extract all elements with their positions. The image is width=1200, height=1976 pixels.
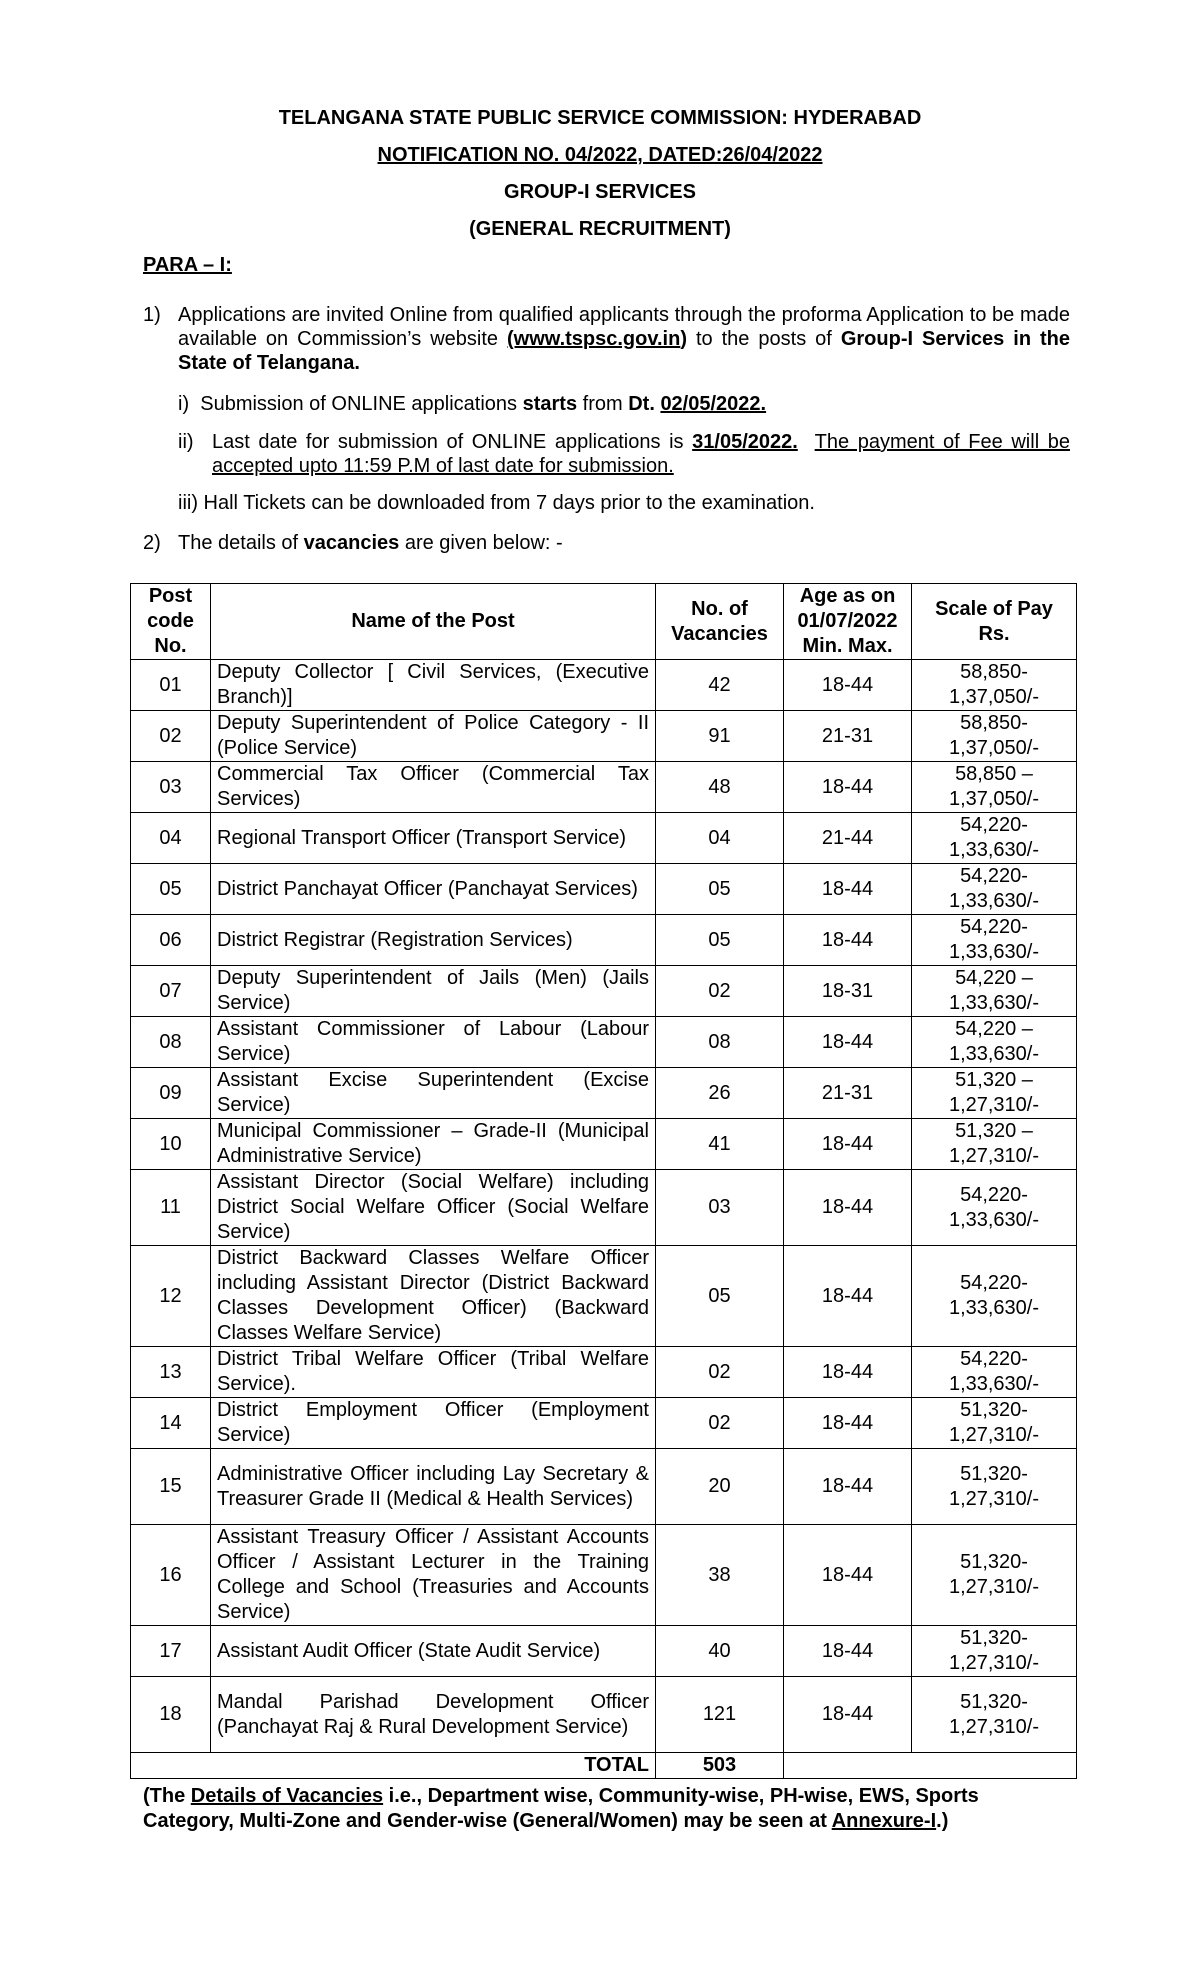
post-code-cell: 08 — [131, 1017, 211, 1068]
vacancies-cell: 121 — [656, 1677, 784, 1753]
start-date: 02/05/2022. — [660, 393, 767, 415]
pay-scale-cell: 54,220- 1,33,630/- — [912, 915, 1077, 966]
vacancies-cell: 04 — [656, 813, 784, 864]
pay-scale-cell: 54,220- 1,33,630/- — [912, 864, 1077, 915]
pay-scale-cell: 51,320- 1,27,310/- — [912, 1525, 1077, 1626]
post-name-cell: Administrative Officer including Lay Secretary & Treasurer Grade II (Medical & Health Services) — [211, 1449, 656, 1525]
pay-scale-cell: 51,320- 1,27,310/- — [912, 1677, 1077, 1753]
sub-ii-text: Last date for submission of ONLINE applications is — [212, 431, 693, 453]
item2-text-b: are given below: - — [399, 532, 563, 554]
item1-paren: ) — [680, 328, 688, 350]
age-cell: 18-44 — [784, 1525, 912, 1626]
table-body — [131, 660, 1077, 1753]
item2-text-a: The details of — [178, 532, 304, 554]
vacancies-cell: 40 — [656, 1626, 784, 1677]
age-cell: 21-31 — [784, 711, 912, 762]
vacancies-cell: 02 — [656, 1347, 784, 1398]
table-row — [131, 864, 1077, 915]
post-name-cell: District Employment Officer (Employment Service) — [211, 1398, 656, 1449]
header-age: Age as on 01/07/2022 Min. Max. — [784, 584, 912, 660]
footnote-details: Details of Vacancies — [190, 1785, 384, 1807]
sub-i-starts: starts — [522, 393, 578, 415]
commission-title: TELANGANA STATE PUBLIC SERVICE COMMISSION: HYDERABAD — [278, 107, 922, 129]
pay-scale-cell: 51,320- 1,27,310/- — [912, 1626, 1077, 1677]
table-row — [131, 711, 1077, 762]
vacancies-cell: 38 — [656, 1525, 784, 1626]
vacancies-cell: 02 — [656, 1398, 784, 1449]
table-row — [131, 1017, 1077, 1068]
last-date: 31/05/2022. — [692, 431, 798, 453]
table-row — [131, 1119, 1077, 1170]
pay-scale-cell: 54,220- 1,33,630/- — [912, 1347, 1077, 1398]
post-code-cell: 07 — [131, 966, 211, 1017]
post-code-cell: 10 — [131, 1119, 211, 1170]
post-code-cell: 16 — [131, 1525, 211, 1626]
post-code-cell: 01 — [131, 660, 211, 711]
header-pay-scale: Scale of Pay Rs. — [912, 584, 1077, 660]
table-row — [131, 660, 1077, 711]
footnote-c: i.e., Department wise, Community-wise, PH-wise, EWS, Sports Category, Multi-Zone and Gender-wise (General/Women) may be seen at — [143, 1785, 979, 1832]
post-name-cell: Assistant Audit Officer (State Audit Service) — [211, 1626, 656, 1677]
age-cell: 18-44 — [784, 1246, 912, 1347]
header-post-code: Post code No. — [131, 584, 211, 660]
pay-scale-cell: 54,220 – 1,33,630/- — [912, 966, 1077, 1017]
age-cell: 18-44 — [784, 864, 912, 915]
vacancies-table — [130, 583, 1077, 1779]
age-cell: 18-44 — [784, 1398, 912, 1449]
header-vacancies: No. of Vacancies — [656, 584, 784, 660]
sub-i-from: from — [577, 393, 629, 415]
vacancies-cell: 02 — [656, 966, 784, 1017]
item2-number: 2) — [143, 532, 161, 554]
post-code-cell: 17 — [131, 1626, 211, 1677]
post-code-cell: 02 — [131, 711, 211, 762]
post-name-cell: Assistant Excise Superintendent (Excise Service) — [211, 1068, 656, 1119]
post-code-cell: 05 — [131, 864, 211, 915]
item1-bold-tail: Group-I Services in the State of Telangana. — [178, 328, 1071, 374]
vacancies-cell: 20 — [656, 1449, 784, 1525]
item1-number: 1) — [143, 304, 161, 326]
post-name-cell: Assistant Treasury Officer / Assistant Accounts Officer / Assistant Lecturer in the Training College and School (Treasuries and Accounts Service) — [211, 1525, 656, 1626]
notification-number — [0, 143, 1200, 167]
table-row — [131, 762, 1077, 813]
table-row — [131, 1677, 1077, 1753]
post-name-cell: Assistant Commissioner of Labour (Labour Service) — [211, 1017, 656, 1068]
age-cell: 18-44 — [784, 915, 912, 966]
post-name-cell: District Registrar (Registration Services) — [211, 915, 656, 966]
post-name-cell: Regional Transport Officer (Transport Service) — [211, 813, 656, 864]
item1-text — [178, 303, 1070, 375]
table-row — [131, 1449, 1077, 1525]
notification-number-text: NOTIFICATION NO. 04/2022, DATED:26/04/2022 — [377, 144, 823, 166]
vacancies-cell: 91 — [656, 711, 784, 762]
post-name-cell: District Tribal Welfare Officer (Tribal Welfare Service). — [211, 1347, 656, 1398]
vacancies-cell: 05 — [656, 915, 784, 966]
post-name-cell: Assistant Director (Social Welfare) including District Social Welfare Officer (Social Welfare Service) — [211, 1170, 656, 1246]
age-cell: 18-44 — [784, 1119, 912, 1170]
pay-scale-cell: 51,320 – 1,27,310/- — [912, 1119, 1077, 1170]
vacancies-cell: 41 — [656, 1119, 784, 1170]
post-code-cell: 03 — [131, 762, 211, 813]
age-cell: 18-44 — [784, 1347, 912, 1398]
post-code-cell: 15 — [131, 1449, 211, 1525]
sub-i-dt: Dt. — [628, 393, 661, 415]
post-name-cell: District Panchayat Officer (Panchayat Services) — [211, 864, 656, 915]
item2-bold: vacancies — [303, 532, 400, 554]
post-code-cell: 09 — [131, 1068, 211, 1119]
post-name-cell: Mandal Parishad Development Officer (Panchayat Raj & Rural Development Service) — [211, 1677, 656, 1753]
sub-item-ii-label: ii) — [178, 431, 194, 453]
pay-scale-cell: 58,850- 1,37,050/- — [912, 711, 1077, 762]
table-row — [131, 1398, 1077, 1449]
sub-item-i — [178, 392, 766, 416]
footnote — [143, 1784, 1068, 1834]
post-code-cell: 11 — [131, 1170, 211, 1246]
age-cell: 18-44 — [784, 1017, 912, 1068]
website-link[interactable]: (www.tspsc.gov.in — [506, 328, 681, 350]
post-name-cell: Deputy Collector [ Civil Services, (Executive Branch)] — [211, 660, 656, 711]
total-row — [131, 1753, 1077, 1779]
vacancies-cell: 42 — [656, 660, 784, 711]
pay-scale-cell: 58,850 – 1,37,050/- — [912, 762, 1077, 813]
table-row — [131, 1626, 1077, 1677]
total-value: 503 — [656, 1753, 784, 1779]
table-row — [131, 813, 1077, 864]
item1-text-b: to the posts of — [687, 328, 841, 350]
table-row — [131, 915, 1077, 966]
post-code-cell: 12 — [131, 1246, 211, 1347]
age-cell: 21-44 — [784, 813, 912, 864]
post-code-cell: 06 — [131, 915, 211, 966]
sub-i-label: i) — [178, 393, 190, 415]
total-label: TOTAL — [131, 1753, 656, 1779]
post-name-cell: Commercial Tax Officer (Commercial Tax Services) — [211, 762, 656, 813]
pay-scale-cell: 51,320- 1,27,310/- — [912, 1449, 1077, 1525]
total-empty-cell — [784, 1753, 1077, 1779]
vacancies-cell: 05 — [656, 1246, 784, 1347]
pay-scale-cell: 51,320- 1,27,310/- — [912, 1398, 1077, 1449]
age-cell: 18-44 — [784, 1170, 912, 1246]
vacancies-cell: 48 — [656, 762, 784, 813]
services-title: GROUP-I SERVICES — [504, 181, 696, 203]
fee-note: The payment of Fee will be accepted upto 11:59 P.M of last date for submission. — [212, 431, 1070, 477]
table-header-row — [131, 584, 1077, 660]
post-name-cell: District Backward Classes Welfare Officer including Assistant Director (District Backward Classes Development Officer) (Backward Classes Welfare Service) — [211, 1246, 656, 1347]
age-cell: 18-44 — [784, 1449, 912, 1525]
footnote-annexure: Annexure-I — [831, 1810, 937, 1832]
pay-scale-cell: 54,220- 1,33,630/- — [912, 1246, 1077, 1347]
pay-scale-cell: 54,220- 1,33,630/- — [912, 1170, 1077, 1246]
table-row — [131, 1170, 1077, 1246]
post-code-cell: 14 — [131, 1398, 211, 1449]
table-row — [131, 1525, 1077, 1626]
age-cell: 18-44 — [784, 660, 912, 711]
footnote-a: (The — [143, 1785, 191, 1807]
footnote-e: .) — [936, 1810, 949, 1832]
sub-item-ii — [212, 430, 1070, 478]
vacancies-cell: 05 — [656, 864, 784, 915]
post-code-cell: 18 — [131, 1677, 211, 1753]
table-row — [131, 1246, 1077, 1347]
post-code-cell: 13 — [131, 1347, 211, 1398]
post-name-cell: Deputy Superintendent of Police Category - II (Police Service) — [211, 711, 656, 762]
age-cell: 18-44 — [784, 762, 912, 813]
post-code-cell: 04 — [131, 813, 211, 864]
table-row — [131, 1068, 1077, 1119]
post-name-cell: Deputy Superintendent of Jails (Men) (Jails Service) — [211, 966, 656, 1017]
vacancies-cell: 03 — [656, 1170, 784, 1246]
pay-scale-cell: 51,320 – 1,27,310/- — [912, 1068, 1077, 1119]
item2-text — [178, 531, 563, 555]
table-row — [131, 966, 1077, 1017]
item1-text-a: Applications are invited Online from qualified applicants through the proforma Application to be made available on Commission’s website — [178, 304, 1070, 350]
table-row — [131, 1347, 1077, 1398]
para-label: PARA – I: — [143, 254, 232, 276]
age-cell: 18-44 — [784, 1677, 912, 1753]
pay-scale-cell: 54,220 – 1,33,630/- — [912, 1017, 1077, 1068]
pay-scale-cell: 58,850- 1,37,050/- — [912, 660, 1077, 711]
age-cell: 21-31 — [784, 1068, 912, 1119]
header-post-name: Name of the Post — [211, 584, 656, 660]
vacancies-cell: 26 — [656, 1068, 784, 1119]
sub-i-text: Submission of ONLINE applications — [200, 393, 523, 415]
vacancies-cell: 08 — [656, 1017, 784, 1068]
age-cell: 18-31 — [784, 966, 912, 1017]
post-name-cell: Municipal Commissioner – Grade-II (Municipal Administrative Service) — [211, 1119, 656, 1170]
recruitment-title: (GENERAL RECRUITMENT) — [469, 218, 731, 240]
sub-item-iii: iii) Hall Tickets can be downloaded from 7 days prior to the examination. — [178, 492, 815, 514]
pay-scale-cell: 54,220- 1,33,630/- — [912, 813, 1077, 864]
age-cell: 18-44 — [784, 1626, 912, 1677]
